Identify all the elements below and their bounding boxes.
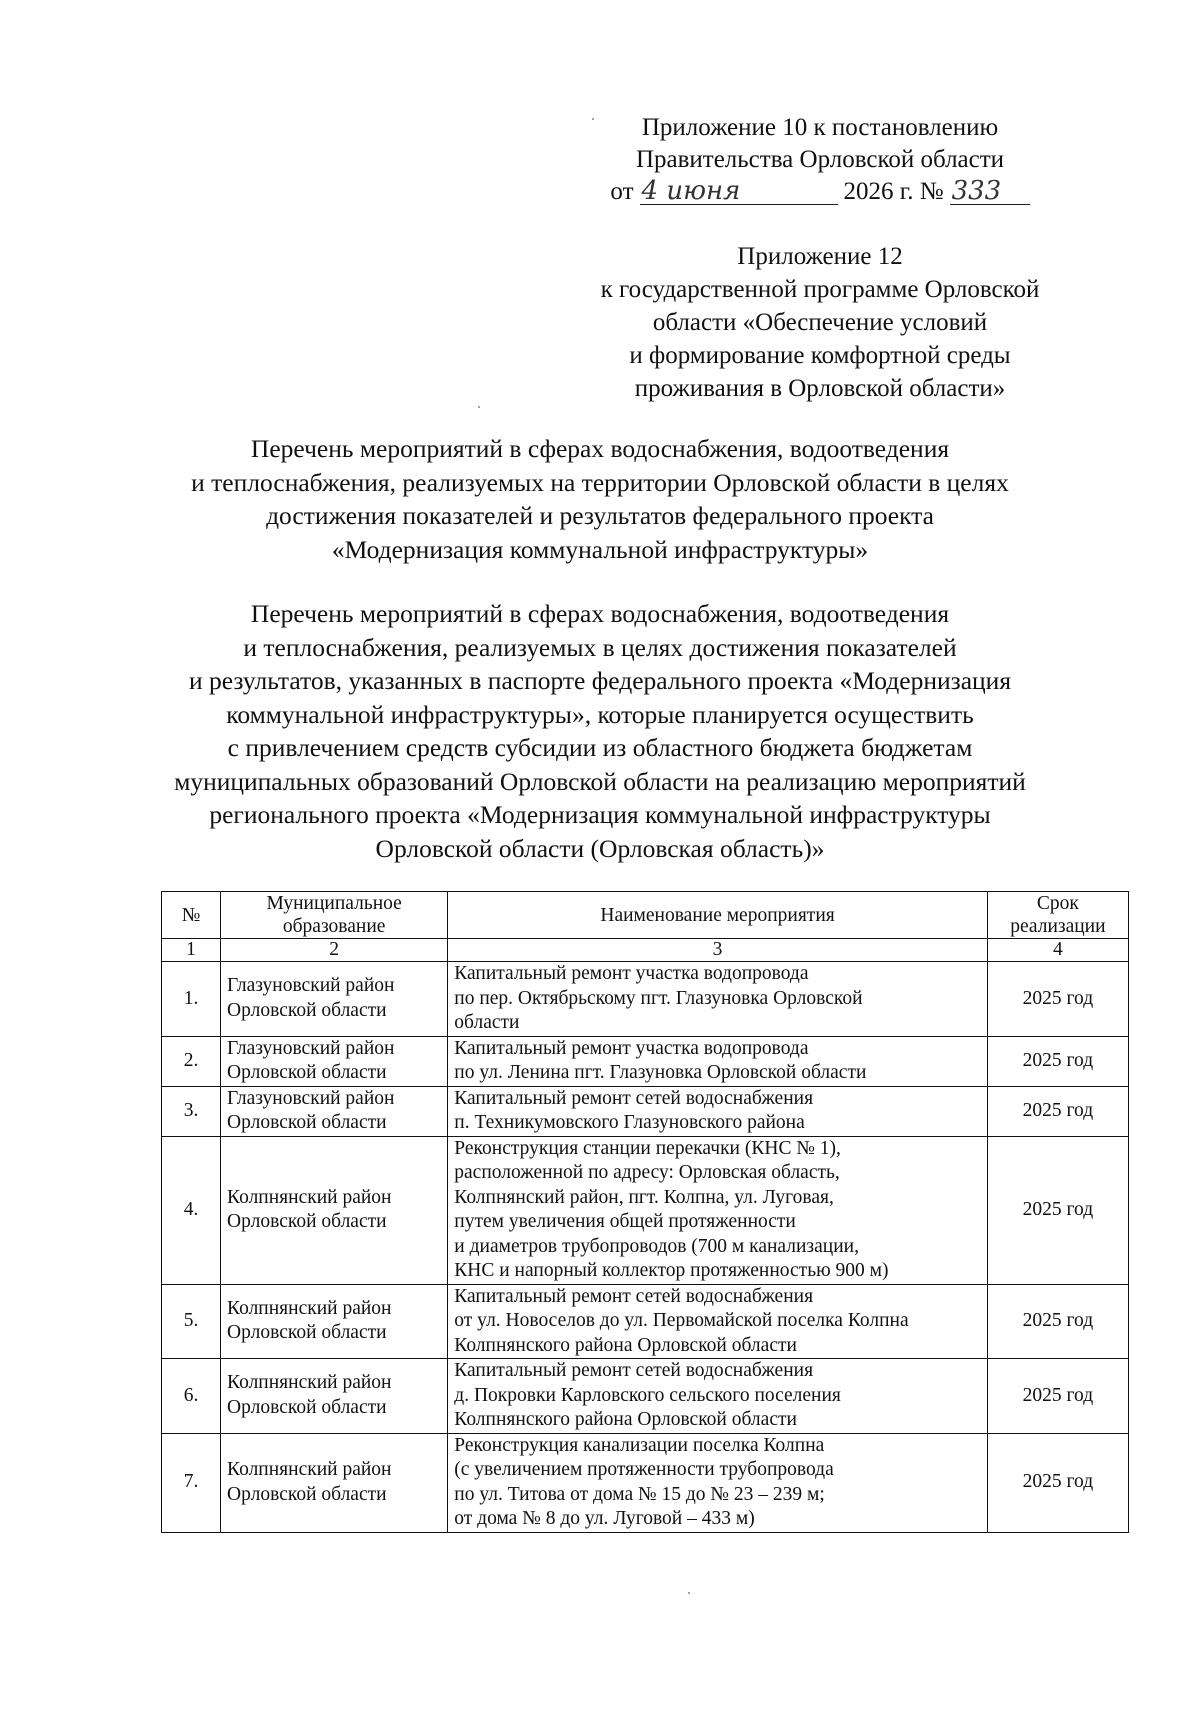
event-name-line: Капитальный ремонт сетей водоснабжения: [454, 1360, 814, 1381]
event-name-line: Колпнянского района Орловской области: [454, 1334, 797, 1356]
row-municipality: [221, 1136, 448, 1284]
program-line: к государственной программе Орловской: [600, 276, 1040, 303]
municipality-line: Глазуновский район: [227, 1037, 395, 1059]
event-name-line: Реконструкция канализации поселка Колпна: [454, 1434, 825, 1456]
row-event-name: [448, 1036, 988, 1086]
row-number: 1.: [162, 962, 221, 1037]
heading-federal-project: [150, 432, 1050, 566]
event-name-line: Капитальный ремонт сетей водоснабжения: [454, 1087, 814, 1109]
approval-line-1: Приложение 10 к постановлению: [641, 114, 999, 141]
row-event-name: [448, 1359, 988, 1434]
table-row: [162, 1086, 1129, 1136]
municipality-line: Орловской области: [227, 1211, 387, 1232]
row-event-name: [448, 1433, 988, 1532]
row-event-name: [448, 1284, 988, 1359]
heading-line: «Модернизация коммунальной инфраструктуры»: [331, 534, 869, 564]
table-row: [162, 1359, 1129, 1434]
index-cell: 3: [448, 939, 988, 962]
row-term: 2025 год: [987, 962, 1128, 1037]
table-header-row: [162, 892, 1129, 939]
row-municipality: [221, 962, 448, 1037]
municipality-line: Орловской области: [227, 1483, 387, 1505]
heading-line: регионального проекта «Модернизация коммунальной инфраструктуры: [209, 800, 991, 829]
row-municipality: [221, 1433, 448, 1532]
event-name-line: путем увеличения общей протяженности: [454, 1211, 796, 1232]
scan-speck: [478, 406, 480, 408]
handwritten-date: 4 июня: [640, 178, 838, 205]
program-line: и формирование комфортной среды: [629, 342, 1011, 369]
event-name-line: Капитальный ремонт сетей водоснабжения: [454, 1285, 814, 1307]
event-name-line: области: [454, 1012, 520, 1033]
municipality-line: Глазуновский район: [227, 1087, 395, 1109]
heading-line: и результатов, указанных в паспорте федерального проекта «Модернизация: [188, 666, 1012, 695]
scan-speck: [688, 1592, 690, 1594]
municipality-line: Колпнянский район: [227, 1186, 392, 1208]
event-name-line: от ул. Новоселов до ул. Первомайской поселка Колпна: [454, 1310, 909, 1331]
row-number: 7.: [162, 1433, 221, 1532]
row-term: 2025 год: [987, 1284, 1128, 1359]
municipality-line: Колпнянский район: [227, 1459, 392, 1480]
row-event-name: [448, 1136, 988, 1284]
row-term: 2025 год: [987, 1433, 1128, 1532]
heading-line: и теплоснабжения, реализуемых на территории Орловской области в целях: [191, 467, 1009, 497]
index-cell: 4: [987, 939, 1128, 962]
scan-speck: [592, 118, 594, 120]
table-row: [162, 962, 1129, 1037]
event-name-line: расположенной по адресу: Орловская область,: [454, 1162, 840, 1183]
row-number: 6.: [162, 1359, 221, 1434]
event-name-line: Колпнянский район, пгт. Колпна, ул. Луговая,: [454, 1186, 834, 1208]
year-suffix: 2026 г. №: [843, 178, 944, 205]
program-reference-block: [560, 240, 1080, 405]
heading-line: Орловской области (Орловская область)»: [375, 833, 825, 863]
row-municipality: [221, 1036, 448, 1086]
row-number: 5.: [162, 1284, 221, 1359]
municipality-line: Орловской области: [227, 1396, 387, 1418]
event-name-line: Капитальный ремонт участка водопровода: [454, 963, 809, 984]
municipality-line: Орловской области: [227, 1112, 387, 1133]
municipality-line: Орловской области: [227, 1062, 387, 1083]
events-table: [161, 891, 1129, 1533]
from-prefix: от: [610, 178, 634, 205]
event-name-line: по ул. Титова от дома № 15 до № 23 – 239 м;: [454, 1483, 825, 1505]
index-cell: 1: [162, 939, 221, 962]
header-num: №: [162, 892, 221, 939]
row-term: 2025 год: [987, 1136, 1128, 1284]
program-line: Приложение 12: [737, 243, 903, 270]
header-municipality: Муниципальное образование: [221, 892, 448, 939]
table-row: [162, 1136, 1129, 1284]
row-municipality: [221, 1359, 448, 1434]
approval-line-2: Правительства Орловской области: [635, 146, 1005, 173]
municipality-line: Глазуновский район: [227, 975, 395, 997]
row-municipality: [221, 1086, 448, 1136]
approval-block: [560, 112, 1080, 208]
event-name-line: д. Покровки Карловского сельского поселения: [454, 1384, 841, 1406]
heading-line: достижения показателей и результатов федерального проекта: [266, 501, 934, 530]
heading-line: коммунальной инфраструктуры», которые планируется осуществить: [226, 699, 974, 729]
event-name-line: Колпнянского района Орловской области: [454, 1409, 797, 1430]
municipality-line: Колпнянский район: [227, 1297, 392, 1319]
event-name-line: по пер. Октябрьскому пгт. Глазуновка Орловской: [454, 987, 863, 1009]
header-event-name: Наименование мероприятия: [448, 892, 988, 939]
row-event-name: [448, 962, 988, 1037]
row-number: 3.: [162, 1086, 221, 1136]
heading-line: с привлечением средств субсидии из областного бюджета бюджетам: [227, 733, 973, 762]
program-line: области «Обеспечение условий: [652, 309, 988, 336]
heading-line: муниципальных образований Орловской области на реализацию мероприятий: [174, 766, 1026, 796]
table-row: [162, 1036, 1129, 1086]
heading-regional-project: [150, 597, 1050, 865]
row-term: 2025 год: [987, 1036, 1128, 1086]
row-term: 2025 год: [987, 1359, 1128, 1434]
event-name-line: (с увеличением протяженности трубопровода: [454, 1459, 834, 1480]
approval-date-row: [560, 176, 1080, 208]
event-name-line: по ул. Ленина пгт. Глазуновка Орловской области: [454, 1062, 867, 1083]
heading-line: Перечень мероприятий в сферах водоснабжения, водоотведения: [250, 434, 950, 463]
program-line: проживания в Орловской области»: [634, 375, 1006, 402]
municipality-line: Колпнянский район: [227, 1372, 392, 1394]
row-municipality: [221, 1284, 448, 1359]
event-name-line: Реконструкция станции перекачки (КНС № 1),: [454, 1137, 841, 1159]
event-name-line: Капитальный ремонт участка водопровода: [454, 1037, 809, 1059]
event-name-line: п. Техникумовского Глазуновского района: [454, 1112, 805, 1133]
event-name-line: и диаметров трубопроводов (700 м канализации,: [454, 1235, 859, 1257]
municipality-line: Орловской области: [227, 999, 387, 1021]
table-row: [162, 1284, 1129, 1359]
index-cell: 2: [221, 939, 448, 962]
handwritten-number: 333: [950, 178, 1030, 205]
heading-line: Перечень мероприятий в сферах водоснабжения, водоотведения: [250, 599, 950, 628]
event-name-line: от дома № 8 до ул. Луговой – 433 м): [454, 1508, 755, 1529]
heading-line: и теплоснабжения, реализуемых в целях достижения показателей: [243, 632, 957, 662]
row-number: 4.: [162, 1136, 221, 1284]
row-term: 2025 год: [987, 1086, 1128, 1136]
municipality-line: Орловской области: [227, 1322, 387, 1344]
row-event-name: [448, 1086, 988, 1136]
header-term: Срок реализации: [987, 892, 1128, 939]
table-body: [162, 962, 1129, 1533]
table-index-row: [162, 939, 1129, 962]
event-name-line: КНС и напорный коллектор протяженностью 900 м): [454, 1260, 889, 1281]
table-row: [162, 1433, 1129, 1532]
row-number: 2.: [162, 1036, 221, 1086]
